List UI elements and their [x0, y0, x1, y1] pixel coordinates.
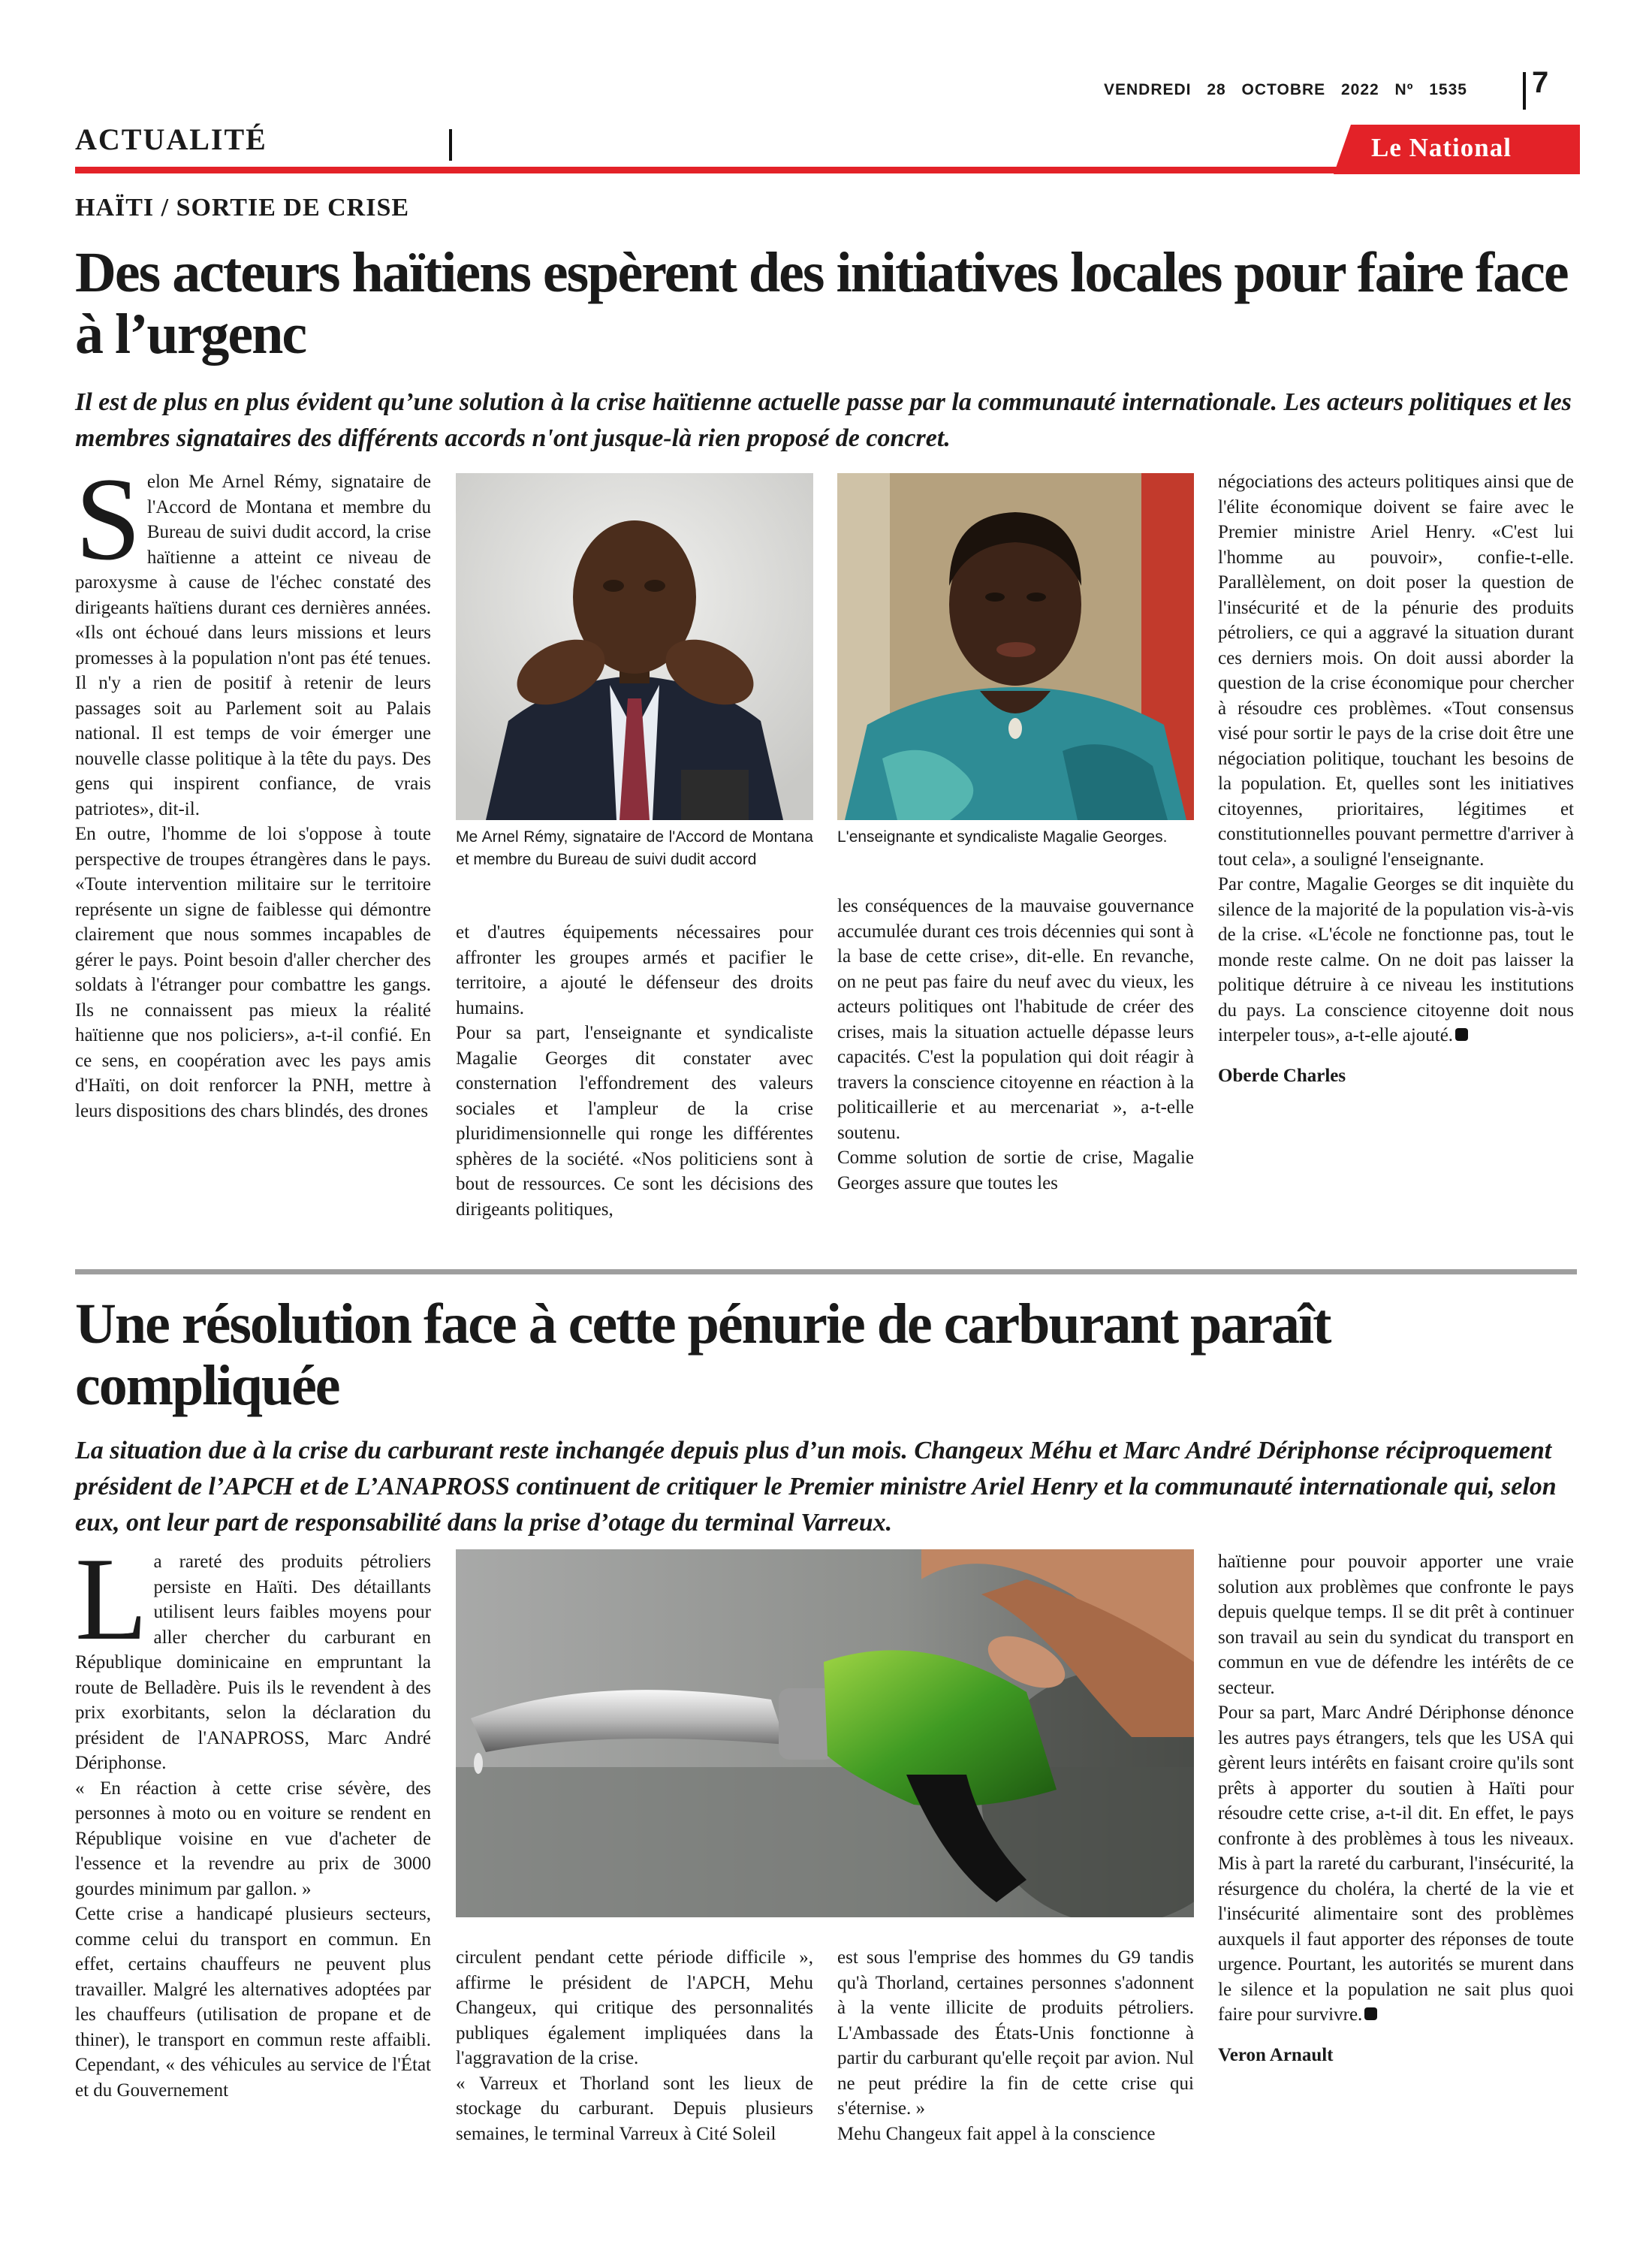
article1-dek: Il est de plus en plus évident qu’une solution à la crise haïtienne actuelle passe par la communauté internationale. Les acteurs politiques et les membres signataires des différents accords n'ont jusque-là rien proposé de concret.	[75, 388, 1572, 452]
magalie-georges-photo-caption: L'enseignante et syndicaliste Magalie Georges.	[837, 828, 1168, 846]
article2-drop-cap: L	[75, 1534, 148, 1665]
article1-col1-paragraph: En outre, l'homme de loi s'oppose à toute perspective de troupes étrangères dans le pays. «Toute intervention militaire sur le territoire représente un signe de faiblesse qui démontre clairement que nous sommes incapables de gérer le pays. Point besoin d'aller chercher des soldats à l'étranger pour combattre les gangs. Ils ne connaissent pas mieux la réalité haïtienne que nos policiers», a-t-il confié. En ce sens, en coopération avec les pays amis d'Haïti, on doit renforcer la PNH, mettre à leurs dispositions des chars blindés, des drones	[75, 824, 431, 1121]
article1-column-4	[1218, 469, 1574, 1088]
article2-col4-paragraph: Pour sa part, Marc André Dériphonse dénonce les autres pays étrangers, tels que les USA qui gèrent leurs intérêts en faisant croire qu'ils sont prêts à apporter du soutien à Haïti pour résoudre cette crise, a-t-il dit. En effet, le pays confronte à des problèmes à tous les niveaux. Mis à part la rareté du carburant, l'insécurité, la résurgence du choléra, la cherté de la vie et l'insécurité alimentaire sont des problèmes auxquels il faut apporter des réponses de toute urgence. Pourtant, les autorités se murent dans le silence et la population ne sait plus quoi faire pour survivre.	[1218, 1703, 1574, 2025]
article1-column-3	[837, 894, 1194, 1196]
article1-col1-paragraph: elon Me Arnel Rémy, signataire de l'Accord de Montana et membre du Bureau de suivi dudit accord, la crise haïtienne a atteint ce niveau de paroxysme à cause de l'échec constaté des dirigeants haïtiens durant ces dernières années. «Ils ont échoué dans leurs missions et leurs promesses à la population n'ont pas été tenues. Il n'y a rien de positif à retenir de leurs passages soit au Parlement soit au Palais national. Il est temps de voir émerger une nouvelle classe politique à la tête du pays. Des gens qui inspirent confiance, de vrais patriotes», dit-il.	[75, 472, 431, 819]
article-end-mark-icon	[1455, 1028, 1468, 1041]
article-end-mark-icon	[1364, 2007, 1377, 2020]
article2-column-2	[456, 1945, 813, 2146]
article2-column-4	[1218, 1549, 1574, 2068]
article2-column-3	[837, 1945, 1194, 2146]
article1-headline: Des acteurs haïtiens espèrent des initiatives locales pour faire face à l’urgenc	[75, 241, 1568, 366]
magalie-georges-photo	[837, 473, 1194, 820]
article2-col1-paragraph: Cette crise a handicapé plusieurs secteurs, comme celui du transport en commun. En effet, certains chauffeurs ne peuvent plus travailler. Malgré les alternatives adoptées par les chauffeurs (utilisation de propane et de thiner), le transport en commun reste affaibli. Cependant, « des véhicules au service de l'État et du Gouvernement	[75, 1904, 431, 2101]
article2-dek: La situation due à la crise du carburant reste inchangée depuis plus d’un mois. Changeux Méhu et Marc André Dériphonse réciproquement président de l’APCH et de L’ANAPROSS continuent de critiquer le Premier ministre Ariel Henry et la communauté internationale qui, selon eux, ont leur part de responsabilité dans la prise d’otage du terminal Varreux.	[75, 1437, 1557, 1537]
article1-col2-paragraph: et d'autres équipements nécessaires pour affronter les groupes armés et pacifier le territoire, a ajouté le défenseur des droits humains.	[456, 922, 813, 1018]
article1-drop-cap: S	[75, 454, 141, 585]
article2-headline: Une résolution face à cette pénurie de carburant paraît compliquée	[75, 1292, 1331, 1417]
arnel-remy-photo	[456, 473, 813, 820]
article1-col4-paragraph: négociations des acteurs politiques ainsi que de l'élite économique doivent se faire avec le Premier ministre Ariel Henry. «C'est lui l'homme au pouvoir», confie-t-elle. Parallèlement, on doit poser la question de l'insécurité et de la pénurie des produits pétroliers, ce qui a aggravé la situation durant ces derniers mois. On doit aussi aborder la question de la crise économique pour chercher à résoudre ces problèmes. «Tout consensus visé pour sortir le pays de la crise doit être une négociation politique, touchant les besoins de la population. Et, quelles sont les initiatives citoyennes, prioritaires, légitimes et constitutionnelles pouvant permettre d'arriver à tout cela», a souligné l'enseignante.	[1218, 472, 1574, 870]
page-number: 7	[1532, 66, 1549, 99]
fuel-nozzle-photo	[456, 1549, 1194, 1917]
section-title: ACTUALITÉ	[75, 122, 267, 156]
article2-col2-paragraph: circulent pendant cette période difficile », affirme le président de l'APCH, Mehu Changeux, qui critique des personnalités publiques également impliquées dans la l'aggravation de la crise.	[456, 1947, 813, 2068]
article1-kicker: HAÏTI / SORTIE DE CRISE	[75, 194, 410, 222]
article1-byline: Oberde Charles	[1218, 1065, 1346, 1086]
article1-column-1	[75, 454, 431, 1123]
page-number-divider	[1523, 72, 1526, 110]
article1-col4-paragraph: Par contre, Magalie Georges se dit inquiète du silence de la majorité de la population vis-à-vis de la crise. «L'école ne fonctionne pas, tout le monde reste calme. On ne doit pas laisser la politique détruire à ce niveau les institutions du pays. La conscience citoyenne doit nous interpeler tous», a-t-elle ajouté.	[1218, 874, 1574, 1045]
article2-col3-paragraph: Mehu Changeux fait appel à la conscience	[837, 2123, 1156, 2144]
article2-column-1	[75, 1534, 431, 2103]
article-divider	[75, 1269, 1577, 1274]
brand-logo: Le National	[1371, 133, 1512, 162]
arnel-remy-photo-caption: Me Arnel Rémy, signataire de l'Accord de Montana et membre du Bureau de suivi dudit accord	[456, 828, 813, 868]
section-divider	[449, 129, 452, 161]
article2-byline: Veron Arnault	[1218, 2044, 1334, 2065]
article1-column-2	[456, 920, 813, 1222]
issue-date-line: VENDREDI 28 OCTOBRE 2022 Nº 1535	[1104, 81, 1467, 98]
article2-col4-paragraph: haïtienne pour pouvoir apporter une vraie solution aux problèmes que confronte le pays depuis quelque temps. Il se dit prêt à continuer son travail au sein du syndicat du transport en commun en vue de défendre les intérêts de ce secteur.	[1218, 1552, 1574, 1698]
article1-col2-paragraph: Pour sa part, l'enseignante et syndicaliste Magalie Georges dit constater avec consternation l'effondrement des valeurs sociales et l'ampleur de la crise pluridimensionnelle qui ronge les différentes sphères de la société. «Nos politiciens sont à bout de ressources. Ce sont les décisions des dirigeants politiques,	[456, 1023, 813, 1220]
article2-col1-paragraph: « En réaction à cette crise sévère, des personnes à moto ou en voiture se rendent en République voisine en vue d'acheter de l'essence et la revendre au prix de 3000 gourdes minimum par gallon. »	[75, 1778, 431, 1899]
article2-col3-paragraph: est sous l'emprise des hommes du G9 tandis qu'à Thorland, certaines personnes s'adonnent à la vente illicite de produits pétroliers. L'Ambassade des États-Unis fonctionne à partir du carburant qu'elle reçoit par avion. Nul ne peut prédire la fin de cette crise qui s'éternise. »	[837, 1947, 1194, 2119]
article1-col3-paragraph: les conséquences de la mauvaise gouvernance accumulée durant ces trois décennies qui sont à la base de cette crise», dit-elle. En revanche, on ne peut pas faire du neuf avec du vieux, les acteurs politiques ont l'habitude de créer des crises, mais la situation actuelle dépasse leurs capacités. C'est la population qui doit réagir à travers la conscience citoyenne en réaction à la politicaillerie et au mercenariat », a-t-elle soutenu.	[837, 896, 1194, 1143]
article2-col2-paragraph: « Varreux et Thorland sont les lieux de stockage du carburant. Depuis plusieurs semaines, le terminal Varreux à Cité Soleil	[456, 2073, 813, 2144]
article1-col3-paragraph: Comme solution de sortie de crise, Magalie Georges assure que toutes les	[837, 1148, 1194, 1193]
article2-col1-paragraph: a rareté des produits pétroliers persiste en Haïti. Des détaillants utilisent leurs faibles moyens pour aller chercher du carburant en République dominicaine en empruntant la route de Belladère. Puis ils le revendent à des prix exorbitants, selon la déclaration du président de l'ANAPROSS, Marc André Dériphonse.	[75, 1552, 431, 1773]
